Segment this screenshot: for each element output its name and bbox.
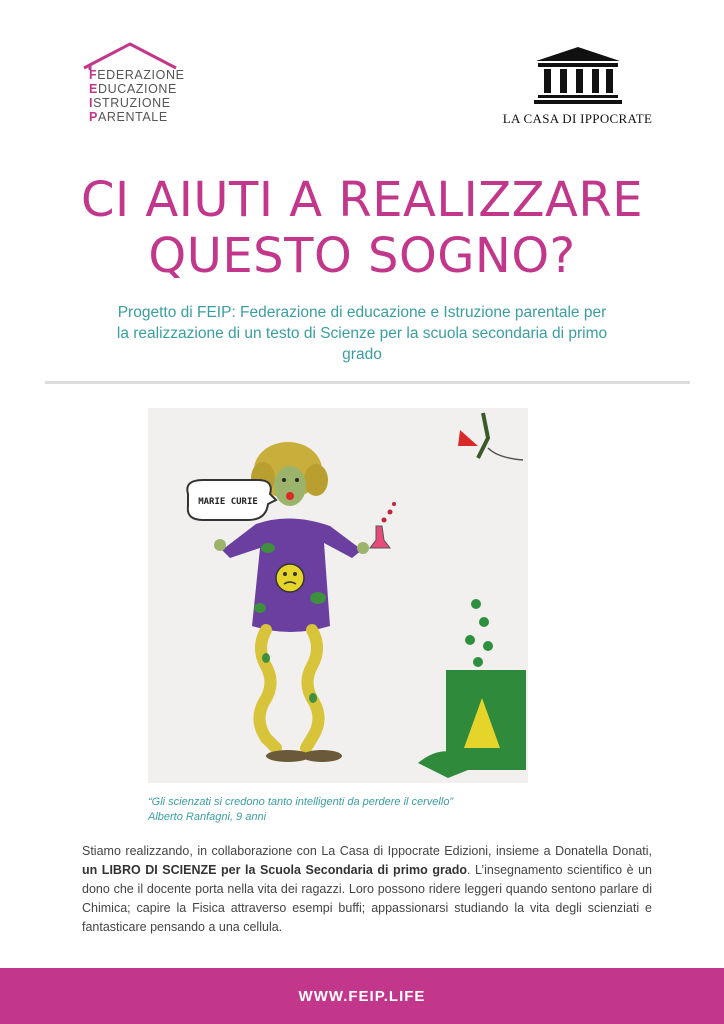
website-link[interactable]: WWW.FEIP.LIFE [298,987,426,1005]
body-paragraph [82,842,652,937]
feip-line-3: ISTRUZIONE [89,96,171,110]
project-subtitle: Progetto di FEIP: Federazione di educazione e Istruzione parentale per la realizzazione di un testo di Scienze per la scuola secondaria di primo grado [116,304,608,363]
page-title [0,172,724,284]
caption-author: Alberto Ranfagni, 9 anni [148,811,267,823]
footer-bar [0,968,724,1024]
feip-wordmark [89,68,185,124]
child-drawing-photo [148,408,528,783]
feip-line-2: EDUCAZIONE [89,82,177,96]
body-text-part-2: . L’insegnamento scientifico è un dono che il docente porta nella vita dei ragazzi. Loro possono ridere leggeri quando sentono parlare di Chimica; capire la Fisica attraverso esempi buffi; appassionarsi studiando la vita degli scienziati e fantasticare pensando a una cellula. [82,863,652,934]
page-title-line-2: QUESTO SOGNO? [148,228,576,284]
temple-icon [530,45,626,105]
feip-line-1: FEDERAZIONE [89,68,185,82]
casa-ippocrate-logo [495,45,660,130]
casa-ippocrate-name: LA CASA DI IPPOCRATE [502,111,653,126]
body-text-bold: un LIBRO DI SCIENZE per la Scuola Secondaria di primo grado [82,863,468,877]
speech-bubble-text: MARIE CURIE [198,497,258,507]
house-roof-icon [80,40,180,70]
body-text-part-1: Stiamo realizzando, in collaborazione con La Casa di Ippocrate Edizioni, insieme a Donatella Donati, [82,844,652,858]
section-divider [45,381,690,384]
feip-logo [80,40,185,130]
feip-line-4: PARENTALE [89,110,168,124]
marie-curie-drawing [148,408,528,783]
drawing-caption [148,795,453,825]
caption-quote: “Gli scienzati si credono tanto intelligenti da perdere il cervello” [148,796,454,808]
page-title-line-1: CI AIUTI A REALIZZARE [80,172,644,228]
